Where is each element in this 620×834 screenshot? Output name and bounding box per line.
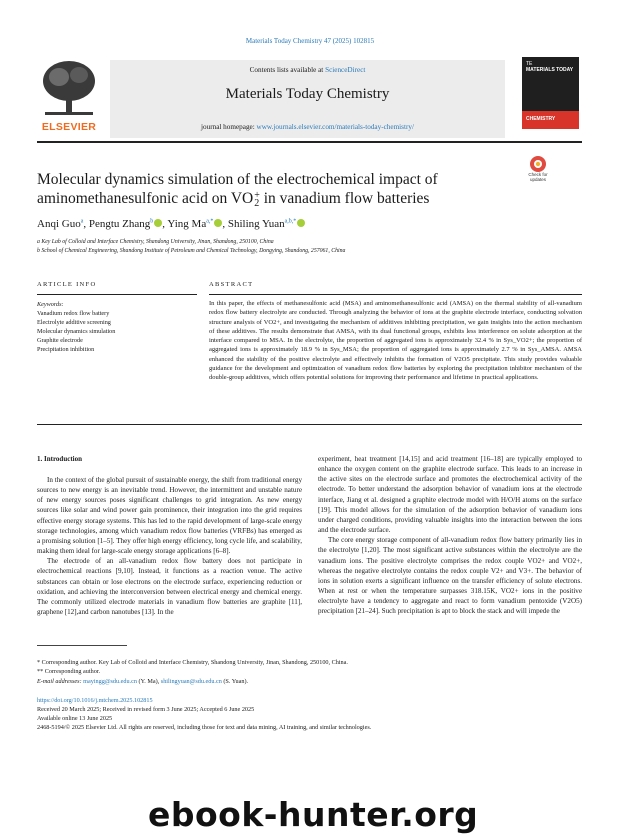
footnote-emails xyxy=(37,678,248,685)
homepage-prefix: journal homepage: xyxy=(201,123,257,131)
paragraph: In the context of the global pursuit of sustainable energy, the shift from traditional energy sources to new energy is an inevitable trend. However, the intermittent and unstable nature of new energy sources poses significant challenges to grid integration. As new energy sources like solar and wind power gain prominence, their integration into the grid requires effective energy storage systems. This has led to the rapid development of large-scale energy storage technologies, among which vanadium redox flow batteries (VRFBs) has emerged as a promising solution [1–5]. They offer high energy efficiency, long cycle life, and scalability, making them ideal for large-scale energy storage applications [6–8]. xyxy=(37,476,302,556)
title-line-2 xyxy=(37,189,507,208)
abstract-text: In this paper, the effects of methanesulfonic acid (MSA) and aminomethanesulfonic acid (AMSA) on the thermal stability of all-vanadium redox flow battery electrolyte are conducted. Through analyzing the behavior of ions at the graphite electrode interface, conducting solvation structure analysis of VO2+, and investigating the mechanism of additives inhibiting precipitation, we gain insights into the action mechanism of these additives. The results demonstrate that AMSA, with its dual functional groups, exhibits less interference on solute adsorption at the interface compared to MSA. In the electrolyte, the proportion of aggregated ions is approximately 32.4 % in Sys_VO2+; the proportion of aggregated ions is approximately 18.9 % in Sys_MSA; the proportion of aggregated ions is approximately 2.7 % in Sys_AMSA. AMSA enhanced the stability of the positive electrolyte and effectively inhibits the formation of V2O5 precipitate. This study provides valuable guidance for the development and optimization of vanadium redox flow batteries by exploring the precipitation inhibitor mechanism of the double-group additives, which offers potential solutions for improving their performance and lifetime in practical applications. xyxy=(209,300,582,382)
abstract-heading: ABSTRACT xyxy=(209,281,254,288)
contents-line xyxy=(110,66,505,74)
journal-homepage xyxy=(110,123,505,131)
author-name[interactable]: Ying Ma xyxy=(167,218,207,230)
sciencedirect-link[interactable]: ScienceDirect xyxy=(325,66,366,74)
footnote-corresponding-2: ** Corresponding author. xyxy=(37,668,101,675)
orcid-icon[interactable] xyxy=(154,219,162,227)
affiliation-b: b School of Chemical Engineering, Shandong Institute of Petroleum and Chemical Technology, Dongying, Shandong, 257061, China xyxy=(37,248,346,254)
footnote-rule xyxy=(37,645,127,646)
author-affil-marker[interactable]: b xyxy=(150,218,154,225)
title-line-2-pre: aminomethanesulfonic acid on VO xyxy=(37,190,254,207)
article-title xyxy=(37,170,507,208)
right-column xyxy=(318,454,582,617)
paragraph: experiment, heat treatment [14,15] and acid treatment [16–18] are typically employed to enhance the oxygen content on the graphite electrode surface. This leads to an increase in the active sites on the electrode surface and promotes the electrochemical activity of the electrode. To better understand the adsorption behavior of vanadium ions at the electrode interface, Jiang et al. designed a graphite electrode model with H/O/H atoms on the surface [19]. This model allows for the simulation of the adsorption behavior of vanadium ions under charged conditions, providing valuable insights into the interaction between the ions and the electrode surface. xyxy=(318,455,582,535)
affiliation-a: a Key Lab of Colloid and Interface Chemistry, Shandong University, Jinan, Shandong, 250100, China xyxy=(37,239,274,245)
abstract-rule xyxy=(209,294,582,295)
email-link[interactable]: shilingyuan@sdu.edu.cn xyxy=(160,678,222,685)
check-for-updates-label: Check for updates xyxy=(528,172,548,182)
keywords-label: Keywords: xyxy=(37,301,64,308)
paragraph: The core energy storage component of all-vanadium redox flow battery primarily lies in the electrolyte [1,20]. The most significant active substances within the electrolyte are the vanadium ions. The positive electrolyte comprises the redox couple VO2+ and VO2+, whereas the negative electrolyte contains the redox couple V2+ and V3+. The behavior of ions in solution exerts a significant influence on the transfer efficiency of solute electrons. When at rest or when the temperature surpasses 318.15K, VO2+ ions in the positive electrolyte have a tendency to aggregate and react to form vanadium pentoxide (V2O5) precipitation [21–24]. Such precipitation is apt to block the stack and will impede the xyxy=(318,536,582,616)
section-heading-introduction: 1. Introduction xyxy=(37,455,82,463)
elsevier-tree-logo xyxy=(37,57,101,127)
title-line-1: Molecular dynamics simulation of the electrochemical impact of xyxy=(37,171,438,188)
journal-reference[interactable]: Materials Today Chemistry 47 (2025) 102815 xyxy=(245,37,375,45)
article-info-rule xyxy=(37,294,197,295)
keyword-item: Molecular dynamics simulation xyxy=(37,328,116,335)
journal-title: Materials Today Chemistry xyxy=(225,86,390,102)
author-affil-marker[interactable]: a xyxy=(80,218,84,225)
copyright-line: 2468-5194/© 2025 Elsevier Ltd. All rights are reserved, including those for text and data mining, AI training, and similar technologies. xyxy=(37,724,372,731)
paragraph: The electrode of an all-vanadium redox flow battery does not participate in electrochemical reactions [9,10]. Instead, it functions as a reaction venue. The active substances can obtain or lose electrons on the electrode surface, experiencing reduction or oxidation, and achieving the interconversion between electrical energy and chemical energy. The commonly utilized electrode materials in vanadium flow batteries are graphite [11], graphene [12],and carbon nanotubes [13]. In the xyxy=(37,557,302,617)
keyword-item: Precipitation inhibition xyxy=(37,346,95,353)
left-column xyxy=(37,475,302,617)
abstract-bottom-rule xyxy=(37,424,582,425)
available-online: Available online 13 June 2025 xyxy=(37,715,113,722)
author-affil-marker[interactable]: a,b,* xyxy=(284,218,297,225)
author-name[interactable]: Pengtu Zhang xyxy=(88,218,151,230)
received-dates: Received 20 March 2025; Received in revised form 3 June 2025; Accepted 6 June 2025 xyxy=(37,706,255,713)
cover-text-3: CHEMISTRY xyxy=(526,116,556,122)
title-sub: 2 xyxy=(254,198,260,209)
email-link[interactable]: mayingg@sdu.edu.cn xyxy=(83,678,137,685)
watermark-text: ebook-hunter.org xyxy=(148,795,479,834)
title-line-2-post: in vanadium flow batteries xyxy=(259,190,430,207)
doi-link[interactable]: https://doi.org/10.1016/j.mtchem.2025.102815 xyxy=(37,697,153,704)
article-info-heading: ARTICLE INFO xyxy=(37,281,97,288)
keyword-item: Graphite electrode xyxy=(37,337,83,344)
homepage-link[interactable]: www.journals.elsevier.com/materials-today-chemistry/ xyxy=(256,123,414,131)
author-affil-marker[interactable]: a,* xyxy=(206,218,214,225)
author-name[interactable]: Shiling Yuan xyxy=(227,218,285,230)
orcid-icon[interactable] xyxy=(297,219,305,227)
keyword-item: Electrolyte additive screening xyxy=(37,319,111,326)
author-name[interactable]: Anqi Guo xyxy=(37,218,81,230)
email-owner: (Y. Ma), xyxy=(137,678,161,685)
title-sup: + xyxy=(254,190,260,201)
header-divider xyxy=(37,141,582,143)
publisher-logo-text: ELSEVIER xyxy=(41,121,97,133)
keyword-item: Vanadium redox flow battery xyxy=(37,310,110,317)
cover-text-1: TE xyxy=(526,61,533,67)
orcid-icon[interactable] xyxy=(214,219,222,227)
email-label: E-mail addresses: xyxy=(37,678,84,685)
cover-text-2: MATERIALS TODAY xyxy=(526,67,574,73)
author-list: Anqi Guo$^a$, Pengtu Zhang$^b$ , Ying $Ma^{a,*}$ , Shiling Yuan$^{a,b,*}$ xyxy=(37,218,305,230)
contents-prefix: Contents lists available at xyxy=(249,66,326,74)
email-owner: (S. Yuan). xyxy=(221,678,249,685)
footnote-corresponding-1: * Corresponding author. Key Lab of Colloid and Interface Chemistry, Shandong University, Jinan, Shandong, 250100, China. xyxy=(37,659,348,666)
